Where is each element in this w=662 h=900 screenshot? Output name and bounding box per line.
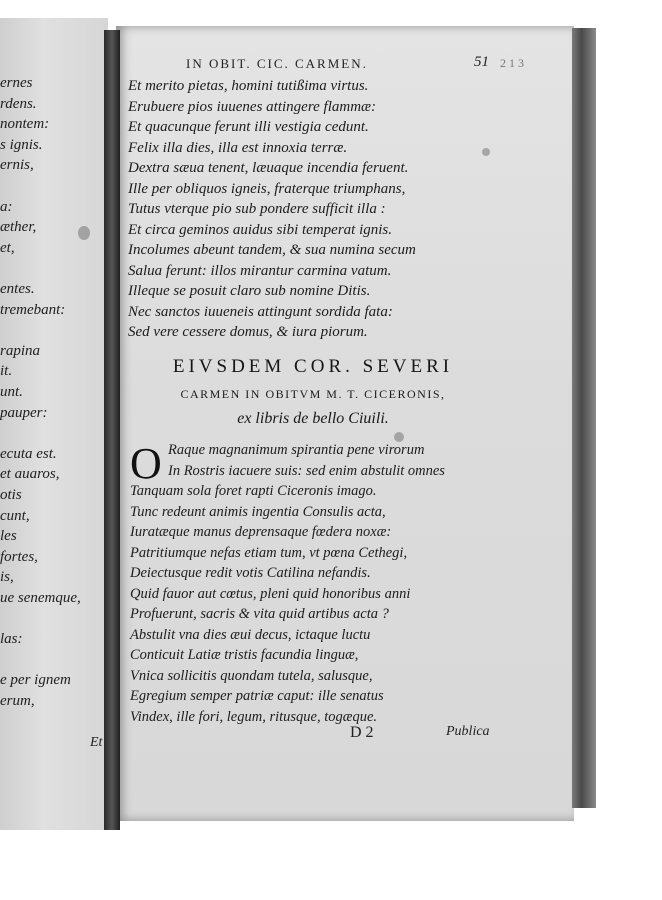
left-page-line: cunt,: [0, 507, 30, 524]
left-page-line: erum,: [0, 693, 35, 709]
verse-line: Vnica sollicitis quondam tutela, salusque,: [130, 667, 373, 684]
left-page-line: unt.: [0, 384, 23, 400]
verse-line: In Rostris iacuere suis: sed enim abstulit omnes: [168, 462, 445, 479]
left-page-line: rapina: [0, 342, 41, 359]
verse-line: Nec sanctos iuueneis attingunt sordida fata:: [128, 303, 393, 320]
left-page-line: et auaros,: [0, 466, 60, 483]
verse-line: Tanquam sola foret rapti Ciceronis imago.: [130, 483, 377, 499]
cover-edge: [572, 28, 596, 808]
signature-mark: D 2: [350, 724, 374, 741]
verse-line: Et circa geminos auidus sibi temperat ignis.: [128, 221, 393, 238]
left-page-line: les: [0, 528, 17, 545]
section-heading: EIVSDEM COR. SEVERI: [172, 356, 454, 377]
verse-line: Iuratæque manus deprensaque fœdera noxæ:: [130, 524, 392, 540]
verse-line: Felix illa dies, illa est innoxia terræ.: [128, 139, 348, 156]
verse-line: Incolumes abeunt tandem, & sua numina secum: [128, 242, 416, 258]
page-number: 51: [474, 54, 489, 70]
verse-line: Raque magnanimum spirantia pene virorum: [168, 442, 425, 458]
left-page-line: a:: [0, 198, 13, 215]
verse-line: Conticuit Latiæ tristis facundia linguæ,: [130, 647, 359, 663]
verse-line: Egregium semper patriæ caput: ille senatus: [130, 688, 384, 704]
verse-line: Quid fauor aut cœtus, pleni quid honoribus anni: [130, 585, 411, 602]
left-page-line: rdens.: [0, 95, 37, 112]
verse-line: Erubuere pios iuuenes attingere flammæ:: [128, 98, 377, 115]
left-page-line: entes.: [0, 281, 35, 297]
drop-capital: O: [130, 439, 162, 488]
running-head: IN OBIT. CIC. CARMEN.: [186, 56, 368, 71]
left-page-line: pauper:: [0, 404, 48, 421]
verse-line: Tunc redeunt animis ingentia Consulis acta,: [130, 503, 386, 520]
left-page-line: tremebant:: [0, 301, 66, 318]
verse-line: Abstulit vna dies æui decus, ictaque luctu: [130, 626, 371, 643]
verse-line: Dextra sæua tenent, læuaque incendia feruent.: [128, 160, 409, 176]
left-page-line: otis: [0, 487, 22, 503]
verse-line: Et merito pietas, homini tutißima virtus.: [128, 78, 369, 94]
left-page-line: nontem:: [0, 116, 50, 133]
left-page-line: fortes,: [0, 548, 38, 565]
book-gutter: [104, 30, 120, 830]
left-page-line: it.: [0, 363, 13, 380]
section-source-line: ex libris de bello Ciuili.: [237, 410, 389, 427]
left-page-line: æther,: [0, 219, 37, 236]
verse-line: Deiectusque redit votis Catilina nefandis.: [130, 565, 371, 581]
left-page-line: ernis,: [0, 157, 34, 174]
left-page-line: ue senemque,: [0, 590, 81, 606]
verse-line: Illeque se posuit claro sub nomine Ditis.: [128, 283, 371, 299]
left-page-catchword: Et: [90, 735, 103, 750]
left-page: [0, 18, 108, 830]
left-page-line: e per ignem: [0, 672, 71, 689]
left-page-line: ernes: [0, 75, 33, 91]
left-page-line: las:: [0, 631, 23, 648]
verse-line: Salua ferunt: illos mirantur carmina vatum.: [128, 262, 392, 279]
verse-line: Patritiumque nefas etiam tum, vt pœna Cethegi,: [130, 544, 408, 561]
verse-line: Vindex, ille fori, legum, ritusque, togæque.: [130, 708, 378, 725]
verse-line: Profuerunt, sacris & vita quid artibus acta ?: [130, 606, 389, 622]
verse-line: Ille per obliquos igneis, fraterque triumphans,: [128, 180, 406, 197]
handwritten-folio: 2 1 3: [500, 56, 524, 70]
verse-line: Sed vere cessere domus, & iura piorum.: [128, 324, 368, 340]
ink-smudge: [482, 148, 490, 156]
ink-smudge: [78, 226, 90, 240]
verse-line: Et quacunque ferunt illi vestigia cedunt.: [128, 119, 369, 135]
catchword: Publica: [446, 724, 490, 739]
left-page-line: is,: [0, 569, 14, 586]
ink-smudge: [394, 432, 404, 442]
verse-line: Tutus vterque pio sub pondere sufficit illa :: [128, 201, 386, 217]
left-page-line: s ignis.: [0, 136, 43, 153]
left-page-line: ecuta est.: [0, 445, 57, 462]
section-subheading: CARMEN IN OBITVM M. T. CICERONIS,: [180, 387, 446, 401]
left-page-line: et,: [0, 239, 15, 256]
